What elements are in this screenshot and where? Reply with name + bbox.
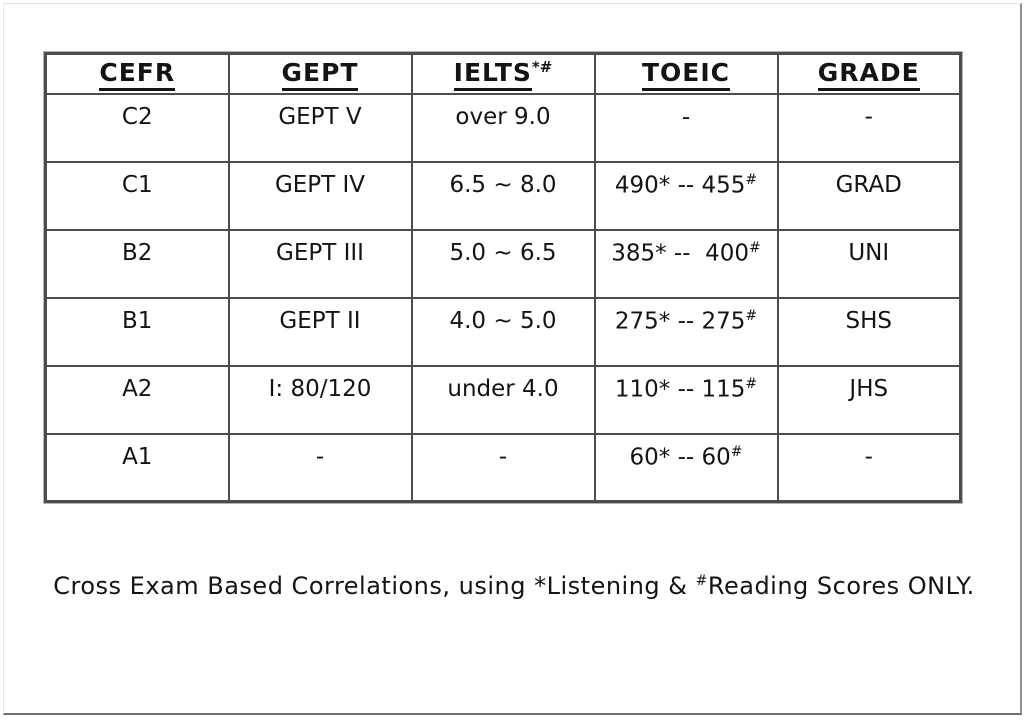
footnote-caption: [0, 572, 1028, 600]
cell-toeic: [595, 298, 778, 366]
cell-gept: I: 80/120: [229, 366, 412, 434]
toeic-scores: -: [681, 104, 691, 131]
toeic-scores: 110* -- 115: [614, 376, 746, 403]
cell-ielts: 4.0 ~ 5.0: [412, 298, 595, 366]
header-label: TOEIC: [642, 58, 730, 91]
toeic-superscript: #: [745, 171, 758, 188]
cell-toeic: [595, 162, 778, 230]
column-header-grade: [778, 54, 961, 94]
cell-ielts: -: [412, 434, 595, 502]
toeic-scores: 385* -- 400: [611, 240, 750, 267]
cell-grade: -: [778, 434, 961, 502]
cell-toeic: [595, 366, 778, 434]
cell-cefr: A1: [46, 434, 229, 502]
cell-ielts: 5.0 ~ 6.5: [412, 230, 595, 298]
cell-cefr: C1: [46, 162, 229, 230]
cell-toeic: [595, 230, 778, 298]
cell-grade: JHS: [778, 366, 961, 434]
cell-grade: SHS: [778, 298, 961, 366]
cell-toeic: [595, 434, 778, 502]
toeic-scores: 60* -- 60: [629, 444, 731, 471]
cell-gept: -: [229, 434, 412, 502]
toeic-superscript: #: [730, 443, 743, 460]
cell-cefr: B2: [46, 230, 229, 298]
header-label: IELTS: [454, 58, 532, 91]
column-header-cefr: [46, 54, 229, 94]
header-label: CEFR: [99, 58, 175, 91]
toeic-superscript: #: [745, 307, 758, 324]
header-label: GRADE: [818, 58, 920, 91]
caption-superscript: #: [695, 573, 708, 589]
table-row-b1: [46, 298, 961, 366]
cell-gept: GEPT II: [229, 298, 412, 366]
header-label: GEPT: [282, 58, 359, 91]
score-correlation-table: [44, 52, 962, 503]
column-header-toeic: [595, 54, 778, 94]
column-header-gept: [229, 54, 412, 94]
table-row-b2: [46, 230, 961, 298]
cell-gept: GEPT III: [229, 230, 412, 298]
cell-cefr: C2: [46, 94, 229, 162]
cell-cefr: A2: [46, 366, 229, 434]
table-row-a1: [46, 434, 961, 502]
table-row-c1: [46, 162, 961, 230]
cell-cefr: B1: [46, 298, 229, 366]
cell-grade: -: [778, 94, 961, 162]
cell-gept: GEPT V: [229, 94, 412, 162]
cell-ielts: under 4.0: [412, 366, 595, 434]
cell-ielts: 6.5 ~ 8.0: [412, 162, 595, 230]
toeic-superscript: #: [745, 375, 758, 392]
table-row-c2: [46, 94, 961, 162]
caption-text-pre: Cross Exam Based Correlations, using *Listening &: [53, 572, 696, 600]
table-row-a2: [46, 366, 961, 434]
cell-gept: GEPT IV: [229, 162, 412, 230]
cell-ielts: over 9.0: [412, 94, 595, 162]
table-header-row: [46, 54, 961, 94]
cell-grade: GRAD: [778, 162, 961, 230]
caption-text-post: Reading Scores ONLY.: [707, 572, 975, 600]
cell-toeic: [595, 94, 778, 162]
header-superscript: *#: [531, 58, 553, 77]
toeic-scores: 490* -- 455: [614, 172, 746, 199]
column-header-ielts: [412, 54, 595, 94]
toeic-superscript: #: [749, 239, 761, 256]
cell-grade: UNI: [778, 230, 961, 298]
toeic-scores: 275* -- 275: [614, 308, 746, 335]
